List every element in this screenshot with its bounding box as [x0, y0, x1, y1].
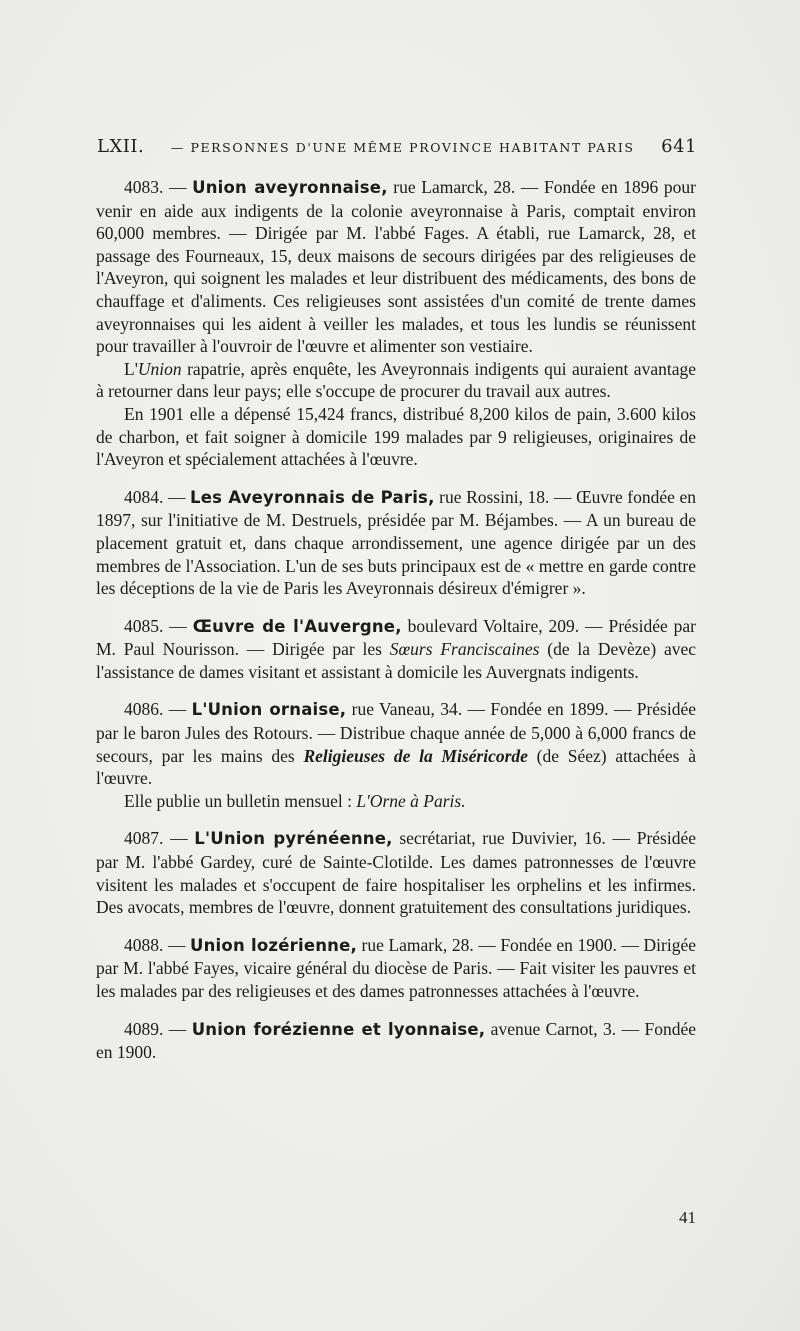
entry-4083: [96, 176, 696, 471]
entry-text: rapatrie, après enquête, les Aveyronnais indigents qui auraient avantage à retourner dans leur pays; elle s'occupe de procurer du travail aux autres.: [96, 358, 696, 402]
entry-number: 4085. —: [124, 615, 193, 636]
italic-text: Union: [137, 358, 182, 379]
entry-4089: [96, 1018, 696, 1064]
entry-4088: [96, 934, 696, 1003]
entry-paragraph: [96, 698, 696, 789]
chapter-title: — PERSONNES D'UNE MÊME PROVINCE HABITANT PARIS: [170, 140, 635, 155]
entry-4084: [96, 486, 696, 600]
entry-text: rue Lamark, 28. — Fondée en 1900. — Dirigée par M. l'abbé Fayes, vicaire général du diocèse de Paris. — Fait visiter les pauvres et les malades par des religieuses et des dames patronnesses attachées à l'œuvre.: [96, 934, 696, 1001]
entry-4086: [96, 698, 696, 812]
entry-paragraph: [96, 176, 696, 358]
organisation-name: Union forézienne et lyonnaise,: [191, 1019, 486, 1039]
organisation-name: Les Aveyronnais de Paris,: [190, 487, 435, 507]
running-header: [97, 136, 697, 157]
entry-paragraph: [96, 358, 696, 403]
organisation-name: L'Union pyrénéenne,: [194, 829, 393, 849]
page-number: 641: [661, 136, 697, 157]
entry-text: (de Séez) attachées à l'œuvre.: [96, 745, 696, 789]
entry-number: 4084. —: [124, 486, 191, 507]
entry-text: secrétariat, rue Duvivier, 16. — Présidée par M. l'abbé Gardey, curé de Sainte-Clotilde. Les dames patronnesses de l'œuvre visitent les malades et s'occupent de faire hospitaliser les orphelins et les infirmes. Des avocats, membres de l'œuvre, donnent gratuitement des consultations juridiques.: [96, 828, 697, 918]
entry-number: 4086. —: [124, 699, 192, 720]
organisation-name: Union lozérienne,: [190, 935, 357, 955]
entry-text: (de la Devèze) avec l'assistance de dames visitant et assistant à domicile les Auvergnats indigents.: [96, 639, 696, 682]
entry-text: rue Lamarck, 28. — Fondée en 1896 pour venir en aide aux indigents de la colonie aveyronnaise à Paris, comptait environ 60,000 membres. — Dirigée par M. l'abbé Fages. A établi, rue Lamarck, 28, et passage des Fourneaux, 15, deux maisons de secours dirigées par des religieuses de l'Aveyron, qui soignent les malades et leur distribuent des médicaments, des bons de chauffage et d'aliments. Ces religieuses sont assistées d'un comité de trente dames aveyronnaises qui les aident à veiller les malades, et tous les lundis se réunissent pour travailler à l'ouvroir de l'œuvre et alimenter son vestiaire.: [96, 177, 697, 357]
entry-paragraph: [96, 934, 696, 1003]
entry-4087: [96, 827, 696, 918]
page-body: [96, 176, 696, 1079]
entry-paragraph: [96, 403, 696, 471]
bold-italic-text: Religieuses de la Miséricorde: [303, 745, 528, 766]
entry-text: L': [124, 358, 138, 379]
italic-text: L'Orne à Paris.: [356, 790, 466, 811]
entry-text: En 1901 elle a dépensé 15,424 francs, distribué 8,200 kilos de pain, 3.600 kilos de charbon, et fait soigner à domicile 199 malades par 9 religieuses, originaires de l'Aveyron et spécialement attachées à l'œuvre.: [96, 403, 696, 470]
entry-text: rue Rossini, 18. — Œuvre fondée en 1897, sur l'initiative de M. Destruels, présidée par M. Béjambes. — A un bureau de placement gratuit et, dans chaque arrondissement, une agence dirigée par un des membres de l'Association. L'un de ses buts principaux est de « mettre en garde contre les déceptions de la vie de Paris les Aveyronnais désireux d'émigrer ».: [96, 486, 697, 599]
entry-paragraph: [96, 790, 696, 813]
entry-paragraph: [96, 1018, 696, 1064]
entry-paragraph: [96, 615, 696, 684]
entry-number: 4087. —: [124, 828, 195, 849]
organisation-name: Œuvre de l'Auvergne,: [192, 616, 402, 636]
entry-4085: [96, 615, 696, 684]
entry-text: Elle publie un bulletin mensuel :: [124, 790, 357, 811]
signature-mark: 41: [679, 1208, 696, 1227]
chapter-number: LXII.: [97, 136, 145, 157]
entry-number: 4088. —: [124, 934, 191, 955]
entry-number: 4083. —: [124, 177, 193, 197]
entry-number: 4089. —: [124, 1018, 192, 1039]
organisation-name: L'Union ornaise,: [191, 700, 347, 720]
entry-text: avenue Carnot, 3. — Fondée en 1900.: [96, 1018, 696, 1063]
entry-text: boulevard Voltaire, 209. — Présidée par M. Paul Nourisson. — Dirigée par les: [96, 615, 696, 660]
entry-text: rue Vaneau, 34. — Fondée en 1899. — Présidée par le baron Jules des Rotours. — Distribue chaque année de 5,000 à 6,000 francs de secours, par les mains des: [96, 699, 697, 766]
organisation-name: Union aveyronnaise,: [192, 178, 388, 197]
italic-text: Sœurs Franciscaines: [389, 639, 540, 660]
entry-paragraph: [96, 827, 696, 918]
entry-paragraph: [96, 486, 696, 600]
